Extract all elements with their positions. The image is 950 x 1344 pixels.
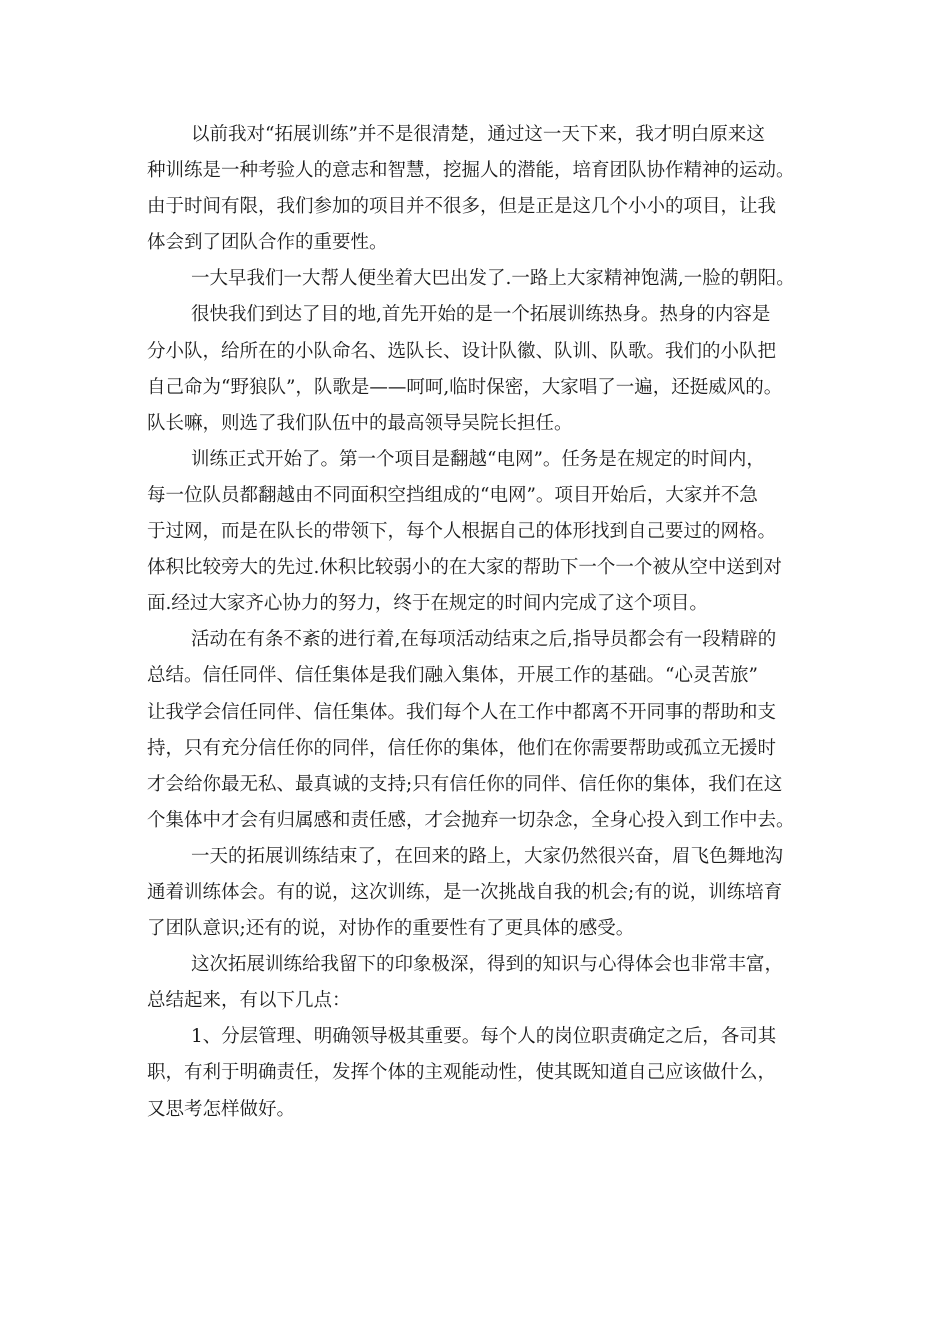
- document-text-line: 以前我对“拓展训练”并不是很清楚，通过这一天下来，我才明白原来这: [191, 124, 765, 145]
- document-text-line: 个集体中才会有归属感和责任感，才会抛弃一切杂念，全身心投入到工作中去。: [147, 809, 795, 831]
- document-text-line: 职，有利于明确责任，发挥个体的主观能动性，使其既知道自己应该做什么，: [147, 1062, 777, 1084]
- document-text-line: 让我学会信任同伴、信任集体。我们每个人在工作中都离不开同事的帮助和支: [147, 701, 777, 723]
- document-text-line: 由于时间有限，我们参加的项目并不很多，但是正是这几个小小的项目，让我: [147, 196, 777, 218]
- document-text-line: 种训练是一种考验人的意志和智慧，挖掘人的潜能，培育团队协作精神的运动。: [147, 160, 795, 182]
- document-text-line: 队长嘛，则选了我们队伍中的最高领导吴院长担任。: [147, 412, 573, 434]
- document-text-line: 每一位队员都翻越由不同面积空挡组成的“电网”。项目开始后，大家并不急: [147, 484, 758, 506]
- document-text-line: 这次拓展训练给我留下的印象极深，得到的知识与心得体会也非常丰富，: [191, 954, 784, 976]
- document-text-line: 1、分层管理、明确领导极其重要。每个人的岗位职责确定之后，各司其: [191, 1026, 777, 1048]
- document-text-line: 才会给你最无私、最真诚的支持;只有信任你的同伴、信任你的集体，我们在这: [147, 773, 783, 795]
- document-text-line: 很快我们到达了目的地,首先开始的是一个拓展训练热身。热身的内容是: [191, 304, 771, 326]
- document-text-line: 体会到了团队合作的重要性。: [147, 232, 388, 254]
- document-text-line: 分小队，给所在的小队命名、选队长、设计队徽、队训、队歌。我们的小队把: [147, 340, 777, 362]
- document-text-line: 总结。信任同伴、信任集体是我们融入集体，开展工作的基础。“心灵苦旅”: [147, 665, 758, 687]
- document-text-line: 活动在有条不紊的进行着,在每项活动结束之后,指导员都会有一段精辟的: [191, 629, 777, 651]
- document-text-line: 一大早我们一大帮人便坐着大巴出发了.一路上大家精神饱满,一脸的朝阳。: [191, 268, 795, 290]
- document-text-line: 一天的拓展训练结束了，在回来的路上，大家仍然很兴奋，眉飞色舞地沟: [191, 845, 784, 867]
- document-text-line: 又思考怎样做好。: [147, 1098, 296, 1120]
- document-text-line: 自己命为“野狼队”，队歌是——呵呵,临时保密，大家唱了一遍，还挺威风的。: [147, 376, 783, 398]
- document-text-line: 体积比较旁大的先过.休积比较弱小的在大家的帮助下一个一个被从空中送到对: [147, 557, 782, 579]
- document-text-line: 了团队意识;还有的说，对协作的重要性有了更具体的感受。: [147, 918, 635, 940]
- document-text-line: 通着训练体会。有的说，这次训练，是一次挑战自我的机会;有的说，训练培育: [147, 881, 783, 903]
- document-text-line: 训练正式开始了。第一个项目是翻越“电网”。任务是在规定的时间内，: [191, 448, 765, 470]
- document-text-line: 持，只有充分信任你的同伴，信任你的集体，他们在你需要帮助或孤立无援时: [147, 737, 777, 759]
- document-text-line: 于过网，而是在队长的带领下，每个人根据自己的体形找到自己要过的网格。: [147, 521, 777, 543]
- document-text-line: 总结起来，有以下几点：: [147, 990, 351, 1012]
- document-body: [147, 117, 837, 1128]
- document-text-line: 面.经过大家齐心协力的努力，终于在规定的时间内完成了这个项目。: [147, 593, 708, 615]
